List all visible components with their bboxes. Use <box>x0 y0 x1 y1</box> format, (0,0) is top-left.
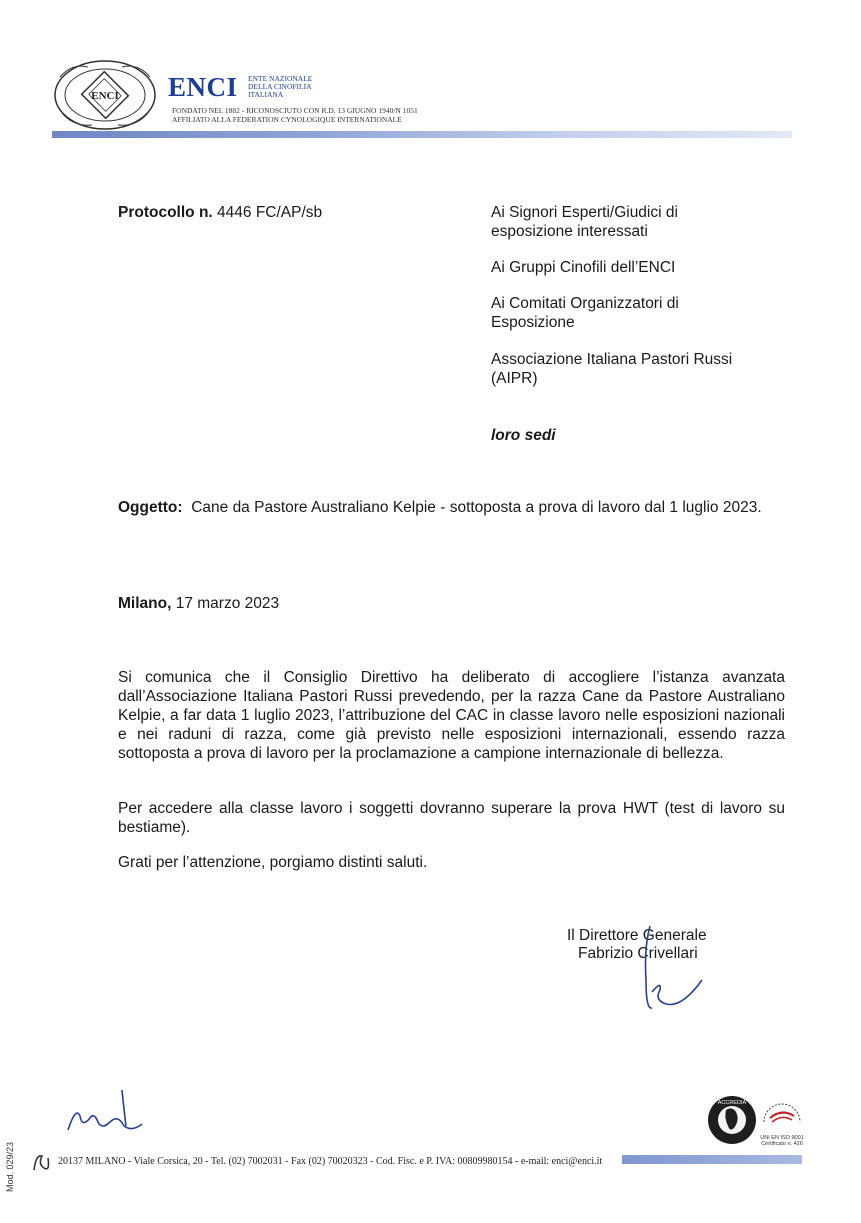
subject-line <box>118 498 784 517</box>
closing-paragraph: Grati per l’attenzione, porgiamo distinti saluti. <box>118 854 428 871</box>
brand-subtitle: ENTE NAZIONALE DELLA CINOFILIA ITALIANA <box>248 74 313 99</box>
dateline <box>118 594 279 613</box>
svg-text:ENCI: ENCI <box>91 90 119 102</box>
recipient-item: Ai Signori Esperti/Giudici di esposizione interessati <box>491 204 678 240</box>
brand-name: ENCI <box>168 72 238 102</box>
header-divider-bar <box>52 131 792 138</box>
signatory-title: Il Direttore Generale <box>567 927 707 944</box>
footer-address: 20137 MILANO - Viale Corsica, 20 - Tel. (02) 7002031 - Fax (02) 70020323 - Cod. Fisc. e P. IVA: 00809980154 - e-mail: enci@enci.it <box>58 1156 603 1167</box>
founding-info: FONDATO NEL 1882 - RICONOSCIUTO CON R.D. 13 GIUGNO 1940/N 1051 AFFILIATO ALLA FEDERATION CYNOLOGIQUE INTERNATIONALE <box>172 106 418 124</box>
footer-divider-bar <box>622 1155 802 1164</box>
loro-sedi: loro sedi <box>491 427 556 444</box>
footer-mark-icon <box>30 1150 54 1174</box>
subject-label: Oggetto: <box>118 499 183 516</box>
recipient-item: Ai Gruppi Cinofili dell’ENCI <box>491 259 676 276</box>
accredia-label: ACCREDIA <box>717 1100 747 1106</box>
handwritten-initials <box>62 1080 152 1140</box>
protocol-value: 4446 FC/AP/sb <box>217 204 323 221</box>
protocol-label: Protocollo n. <box>118 204 213 221</box>
subject-text: Cane da Pastore Australiano Kelpie - sottoposta a prova di lavoro dal 1 luglio 2023. <box>191 499 762 516</box>
body-paragraph: Si comunica che il Consiglio Direttivo ha deliberato di accogliere l’istanza avanzata dall’Associazione Italiana Pastori Russi prevedendo, per la razza Cane da Pastore Australiano Kelpie, a far data 1 luglio 2023, l’attribuzione del CAC in classe lavoro nelle esposizioni nazionali e nei raduni di razza, come già previsto nelle esposizioni internazionali, essendo razza sottoposta a prova di lavoro per la proclamazione a campione internazionale di bellezza. <box>118 669 785 762</box>
quality-cert-mark <box>760 1092 804 1130</box>
module-code: Mod. 029/23 <box>5 1141 15 1192</box>
iso-certificate: UNI EN ISO 9001 Certificato n. 426 <box>760 1135 804 1147</box>
date-city: Milano, <box>118 595 172 612</box>
recipient-item: Associazione Italiana Pastori Russi (AIPR) <box>491 351 733 387</box>
recipient-item: Ai Comitati Organizzatori di Esposizione <box>491 295 679 331</box>
enci-seal-logo <box>52 57 158 133</box>
accredia-logo <box>706 1094 758 1146</box>
date-value: 17 marzo 2023 <box>175 595 280 612</box>
protocol-number <box>118 203 322 222</box>
signatory-name: Fabrizio Crivellari <box>578 945 698 962</box>
handwritten-signature <box>600 918 720 1018</box>
body-paragraph: Per accedere alla classe lavoro i soggetti dovranno superare la prova HWT (test di lavoro su bestiame). <box>118 800 785 836</box>
